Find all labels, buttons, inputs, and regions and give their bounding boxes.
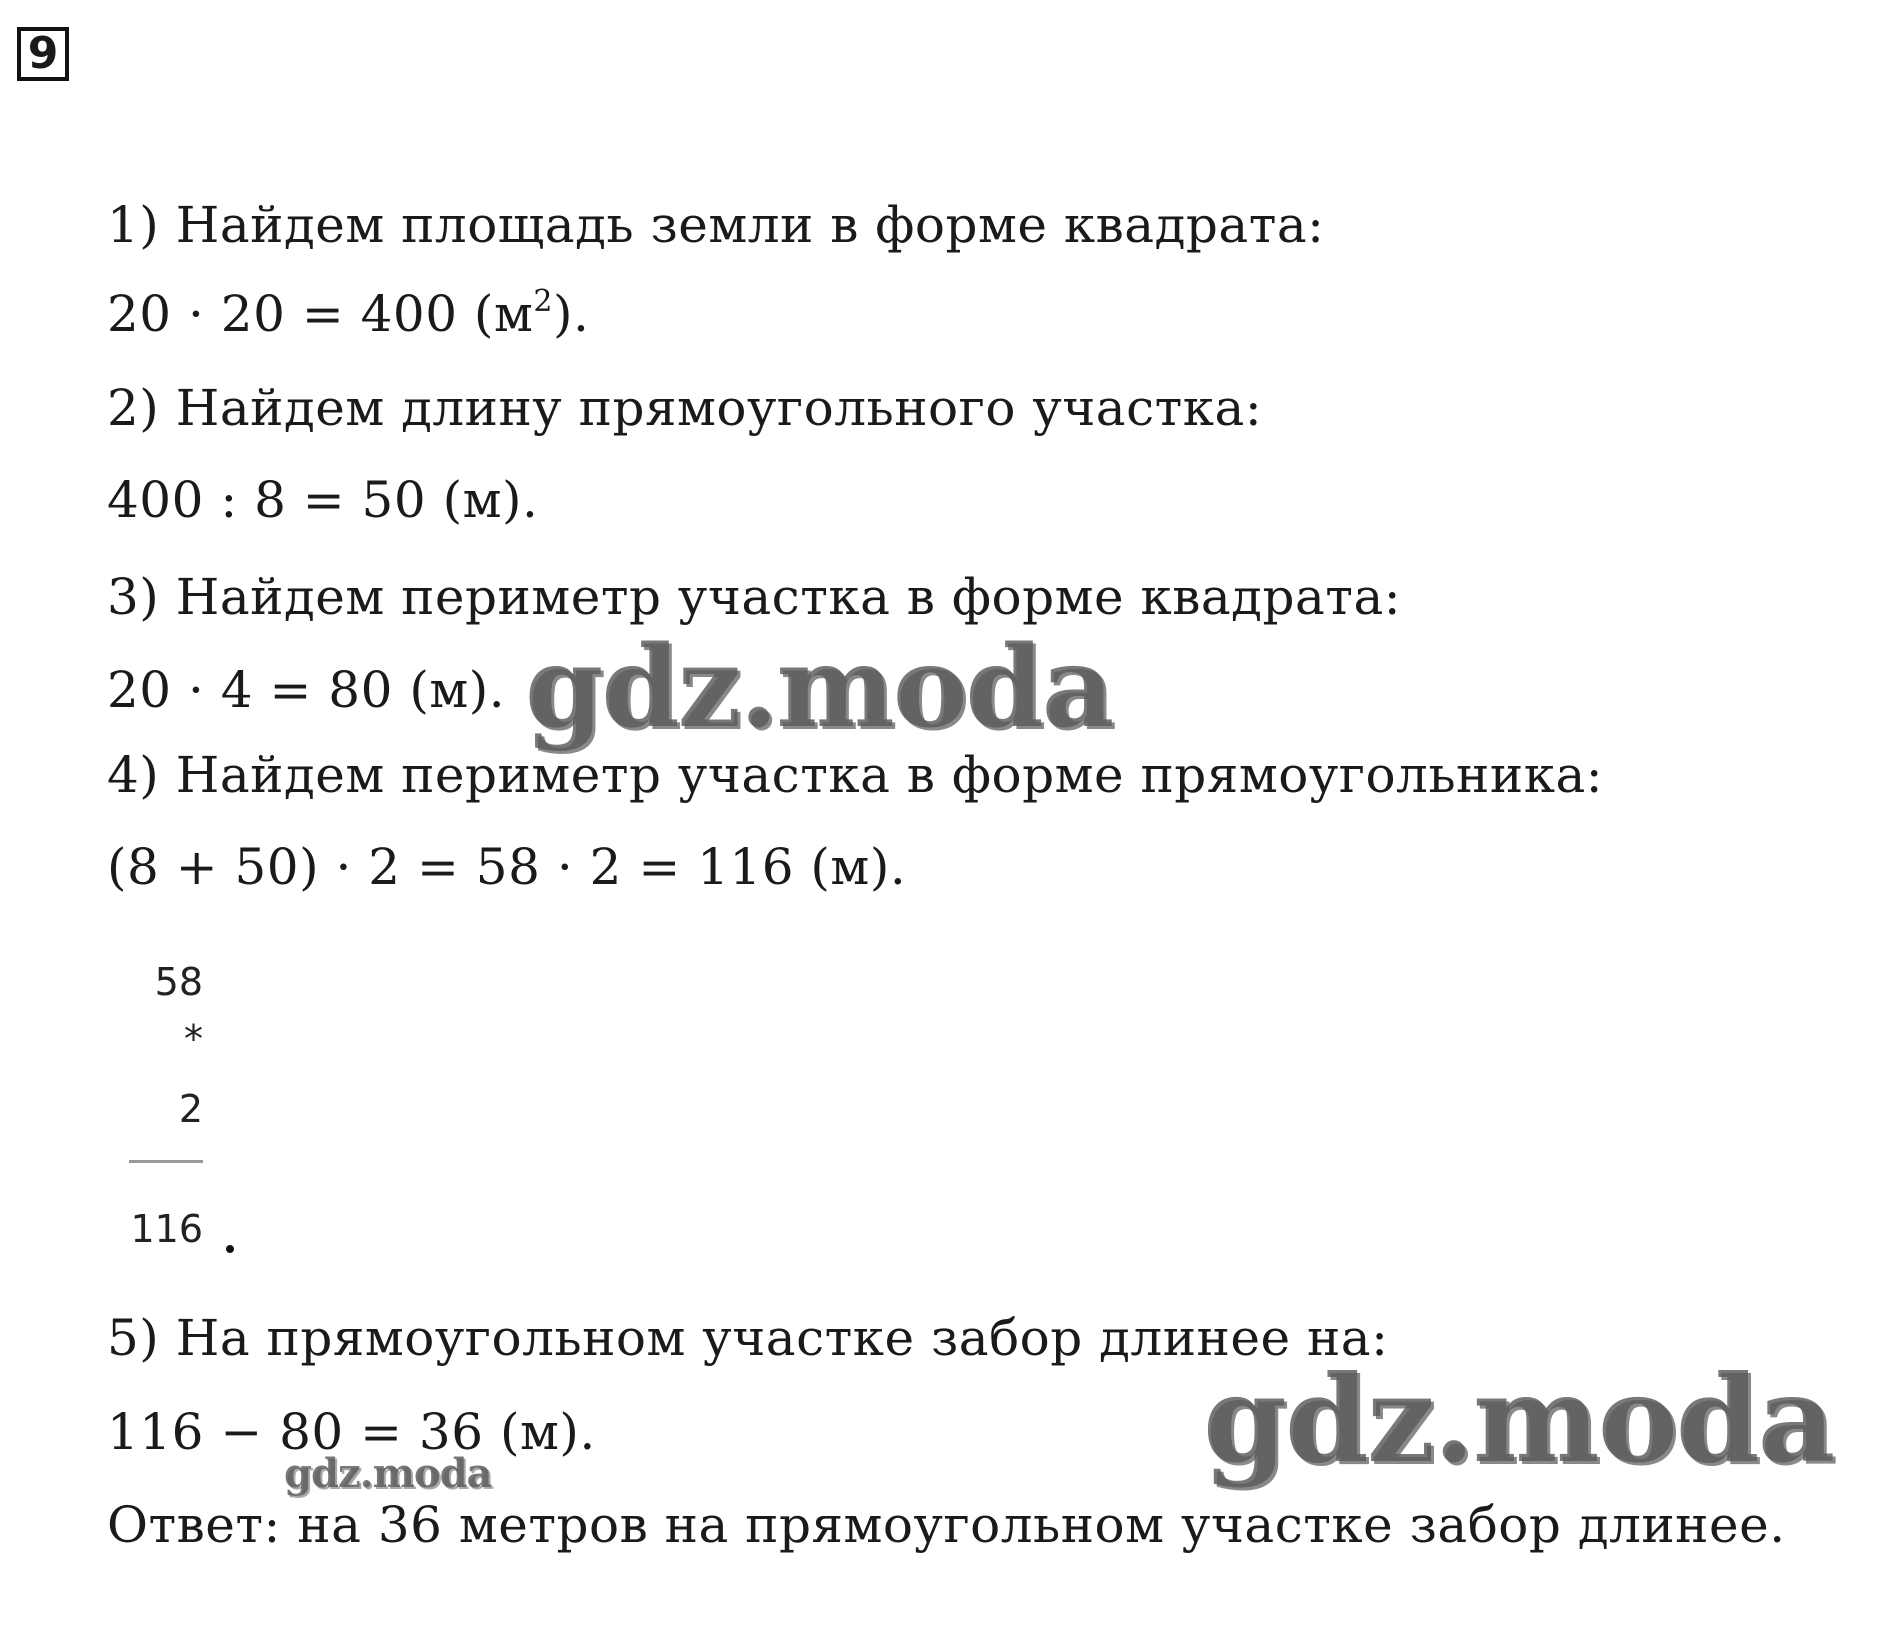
step-3-heading: 3) Найдем периметр участка в форме квадрата: [107, 568, 1402, 626]
area-formula-tail: ). [552, 285, 590, 343]
step-4-formula: (8 + 50) · 2 = 58 · 2 = 116 (м). [107, 838, 907, 896]
calc-multiplicand: 58 [154, 960, 203, 1004]
step-1-heading: 1) Найдем площадь земли в форме квадрата: [107, 196, 1325, 254]
calc-end-dot [226, 1245, 234, 1253]
step-5-formula: 116 − 80 = 36 (м). [107, 1403, 596, 1461]
answer-line: Ответ: на 36 метров на прямоугольном участке забор длинее. [107, 1496, 1786, 1554]
calc-result: 116 [130, 1207, 203, 1251]
watermark-logo-small: gdz.moda [284, 1450, 492, 1497]
step-3-formula: 20 · 4 = 80 (м). [107, 661, 506, 719]
step-2-formula: 400 : 8 = 50 (м). [107, 471, 539, 529]
area-exponent: 2 [533, 284, 553, 319]
task-number-box: 9 [17, 27, 69, 81]
calc-multiplier: 2 [178, 1087, 203, 1131]
step-1-formula [107, 284, 589, 344]
step-2-heading: 2) Найдем длину прямоугольного участка: [107, 379, 1263, 437]
watermark-logo: gdz.moda [525, 622, 1113, 753]
watermark-logo: gdz.moda [1203, 1349, 1834, 1490]
calc-underline [129, 1160, 203, 1163]
calc-operator: * [184, 1017, 203, 1061]
step-4-heading: 4) Найдем периметр участка в форме прямоугольника: [107, 746, 1604, 804]
area-formula-text: 20 · 20 = 400 (м [107, 285, 534, 343]
step-5-heading: 5) На прямоугольном участке забор длинее на: [107, 1309, 1389, 1367]
